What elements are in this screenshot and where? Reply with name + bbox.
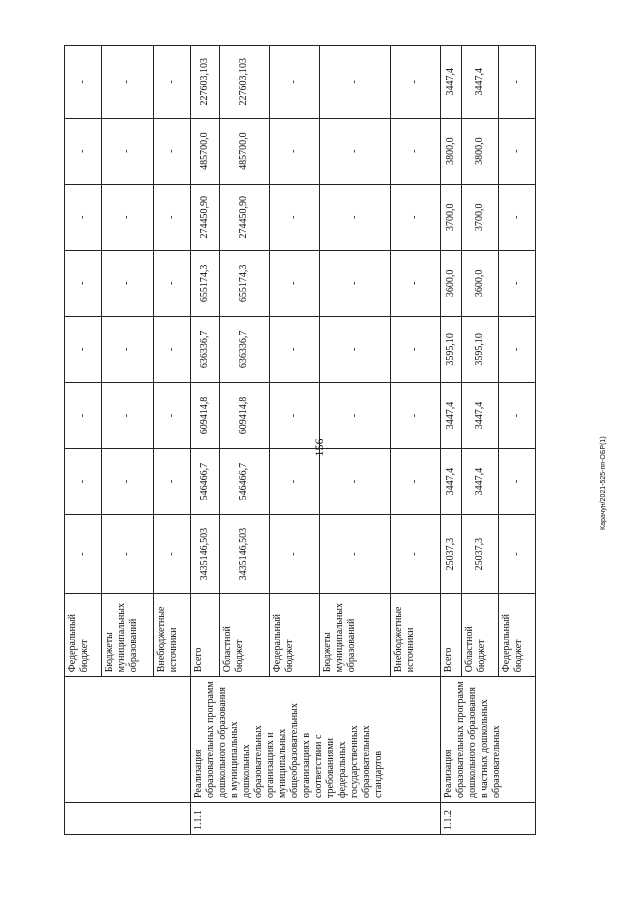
value-cell: 3600,0 [440,250,462,316]
value-cell: - [101,515,153,594]
value-cell: 609414,8 [190,382,219,448]
value-cell: - [390,118,440,184]
value-cell: 485700,0 [190,118,219,184]
value-cell: - [153,316,190,382]
value-cell: - [101,382,153,448]
item-number [65,803,191,835]
value-cell: - [390,382,440,448]
item-name [65,677,191,803]
value-cell: - [390,449,440,515]
value-cell: 3447,4 [440,449,462,515]
value-cell: - [499,118,536,184]
value-cell: - [319,184,390,250]
table-row [65,46,102,835]
value-cell: - [319,46,390,119]
funding-source: Бюджеты муниципальных образований [101,594,153,677]
value-cell: 3435146,503 [219,515,269,594]
value-cell: - [390,515,440,594]
value-cell: 3700,0 [440,184,462,250]
table-body [65,46,536,835]
value-cell: - [65,515,102,594]
value-cell: - [390,250,440,316]
value-cell: - [101,449,153,515]
funding-source: Внебюджетные источники [153,594,190,677]
value-cell: - [390,46,440,119]
value-cell: 3600,0 [462,250,499,316]
item-name: Реализация образовательных программ дошкольного образования в муниципальных дошкольных образовательных организациях и муниципальных общеобразовательных организациях в соответствии с требованиями федеральных государственных образовательных стандартов [190,677,440,803]
value-cell: 3595,10 [440,316,462,382]
value-cell: - [101,250,153,316]
funding-source: Федеральный бюджет [499,594,536,677]
value-cell: - [319,250,390,316]
value-cell: 3447,4 [462,46,499,119]
value-cell: - [153,184,190,250]
value-cell: - [499,316,536,382]
value-cell: 636336,7 [219,316,269,382]
value-cell: 485700,0 [219,118,269,184]
value-cell: - [101,46,153,119]
value-cell: 25037,3 [462,515,499,594]
value-cell: - [153,118,190,184]
value-cell: 3447,4 [462,382,499,448]
value-cell: 3447,4 [462,449,499,515]
funding-source: Областной бюджет [462,594,499,677]
funding-source: Федеральный бюджет [65,594,102,677]
value-cell: 3700,0 [462,184,499,250]
value-cell: - [153,515,190,594]
value-cell: 227603,103 [190,46,219,119]
value-cell: 274450,90 [190,184,219,250]
item-name: Реализация образовательных программ дошкольного образования в частных дошкольных образовательных [440,677,535,803]
value-cell: - [65,46,102,119]
funding-source: Федеральный бюджет [269,594,319,677]
value-cell: 655174,3 [190,250,219,316]
value-cell: 3800,0 [462,118,499,184]
value-cell: - [390,316,440,382]
value-cell: - [499,449,536,515]
funding-source: Всего [440,594,462,677]
value-cell: - [269,118,319,184]
funding-source: Областной бюджет [219,594,269,677]
value-cell: - [269,515,319,594]
funding-source: Бюджеты муниципальных образований [319,594,390,677]
budget-table-rotated [64,45,536,835]
value-cell: 3447,4 [440,46,462,119]
value-cell: - [499,250,536,316]
value-cell: - [269,46,319,119]
value-cell: - [65,184,102,250]
value-cell: - [65,382,102,448]
value-cell: 3435146,503 [190,515,219,594]
value-cell: - [65,449,102,515]
value-cell: 546466,7 [190,449,219,515]
value-cell: 3800,0 [440,118,462,184]
value-cell: - [153,250,190,316]
value-cell: 3595,10 [462,316,499,382]
value-cell: - [390,184,440,250]
value-cell: 655174,3 [219,250,269,316]
value-cell: - [65,250,102,316]
value-cell: - [269,449,319,515]
item-number: 1.1.2 [440,803,535,835]
value-cell: - [499,184,536,250]
value-cell: - [269,382,319,448]
table-row [190,46,219,835]
value-cell: - [499,515,536,594]
funding-source: Внебюджетные источники [390,594,440,677]
value-cell: - [101,316,153,382]
value-cell: 227603,103 [219,46,269,119]
value-cell: - [319,316,390,382]
value-cell: - [153,449,190,515]
document-footer-code: Карачун/2021-525-пп-ОБР(1) [600,436,607,530]
value-cell: - [319,515,390,594]
value-cell: 609414,8 [219,382,269,448]
value-cell: - [153,382,190,448]
value-cell: - [319,382,390,448]
funding-source: Всего [190,594,219,677]
value-cell: - [101,184,153,250]
item-number: 1.1.1 [190,803,440,835]
value-cell: - [65,316,102,382]
budget-table [64,45,536,835]
value-cell: 3447,4 [440,382,462,448]
value-cell: 636336,7 [190,316,219,382]
value-cell: - [269,316,319,382]
value-cell: - [269,184,319,250]
page-number: 156 [312,438,326,457]
table-row [440,46,462,835]
value-cell: - [319,449,390,515]
value-cell: - [269,250,319,316]
value-cell: - [65,118,102,184]
value-cell: 274450,90 [219,184,269,250]
value-cell: 546466,7 [219,449,269,515]
value-cell: - [153,46,190,119]
value-cell: - [101,118,153,184]
value-cell: - [499,46,536,119]
value-cell: 25037,3 [440,515,462,594]
value-cell: - [319,118,390,184]
value-cell: - [499,382,536,448]
